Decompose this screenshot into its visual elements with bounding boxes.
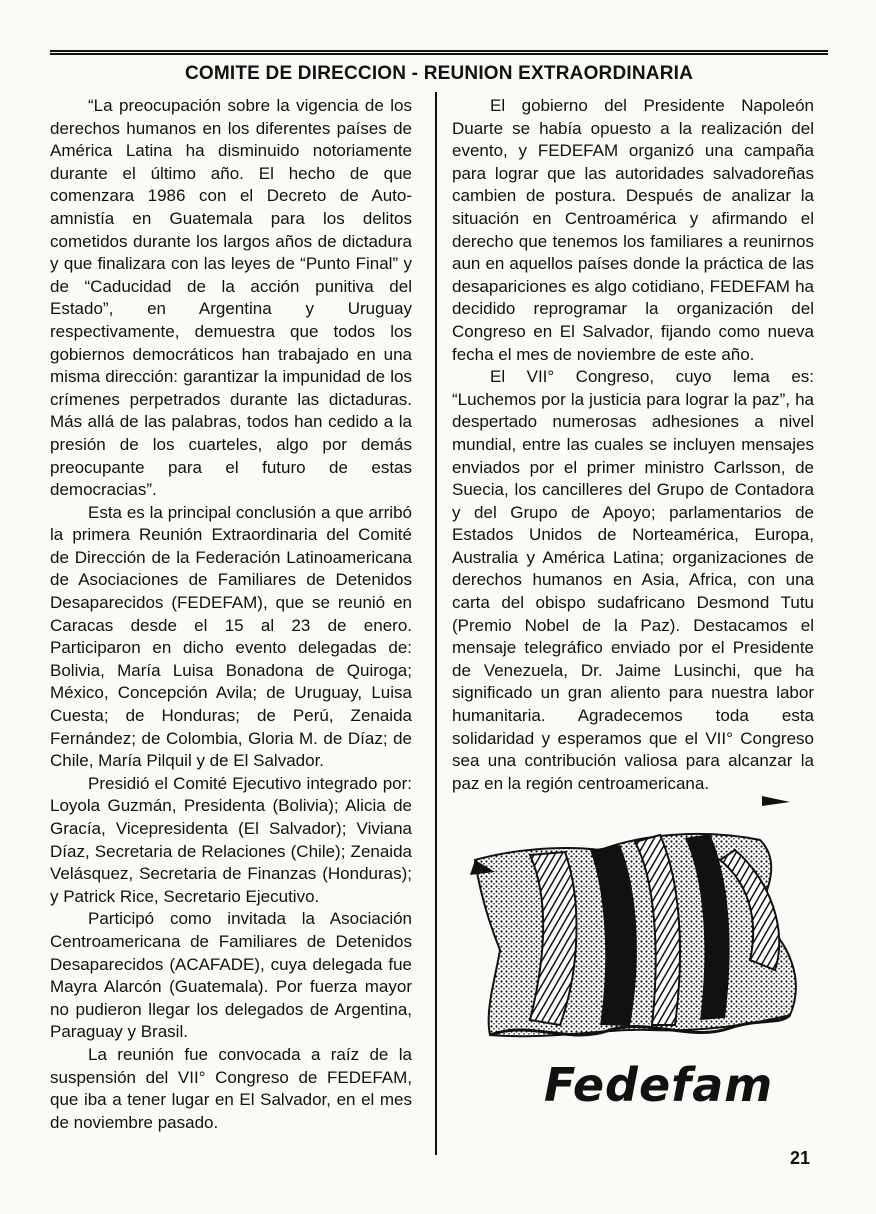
paragraph: Presidió el Comité Ejecutivo integrado por: Loyola Guzmán, Presidenta (Bolivia); Alicia de Gracía, Vicepresidenta (El Salvador); Viviana Díaz, Secretaria de Relaciones (Chile); Zenaida Velásquez, Secretaria de Finanzas (Honduras); y Patrick Rice, Secretario Ejecutivo.: [50, 773, 412, 906]
right-column: [452, 95, 814, 795]
arrow-icon: [762, 796, 790, 806]
dove-logo-icon: [470, 820, 808, 1050]
left-column: [50, 95, 412, 1134]
column-divider: [435, 92, 437, 1155]
paragraph: Esta es la principal conclusión a que arribó la primera Reunión Extraordinaria del Comité de Dirección de la Federación Latinoamericana de Asociaciones de Familiares de Detenidos Desaparecidos (FEDEFAM), que se reunió en Caracas desde el 15 al 23 de enero. Participaron en dicho evento delegadas de: Bolivia, María Luisa Bonadona de Quiroga; México, Concepción Avila; de Uruguay, Luisa Cuesta; de Honduras; de Perú, Zenaida Fernández; de Colombia, Gloria M. de Díaz; de Chile, María Pilquil y de El Salvador.: [50, 502, 412, 771]
article-title: COMITE DE DIRECCION - REUNION EXTRAORDINARIA: [184, 63, 694, 84]
paragraph: “La preocupación sobre la vigencia de los derechos humanos en los diferentes países de América Latina ha disminuido notoriamente durante el último año. El hecho de que comenzara 1986 con el Decreto de Auto-amnistía en Guatemala para los delitos cometidos durante los largos años de dictadura y que finalizara con las leyes de “Punto Final” y de “Caducidad de la acción punitiva del Estado”, en Argentina y Uruguay respectivamente, demuestra que todos los gobiernos democráticos han trabajado en una misma dirección: garantizar la impunidad de los crímenes perpetrados durante las dictaduras. Más allá de las palabras, todos han cedido a la presión de los cuarteles, algo por demás preocupante para el futuro de estas democracias”.: [50, 96, 412, 500]
header-rule: [50, 50, 828, 55]
fedefam-wordmark: Fedefam: [544, 1058, 774, 1112]
page-number: 21: [789, 1148, 810, 1168]
paragraph: La reunión fue convocada a raíz de la suspensión del VII° Congreso de FEDEFAM, que iba a tener lugar en El Salvador, en el mes de noviembre pasado.: [50, 1044, 412, 1132]
paragraph: El gobierno del Presidente Napoleón Duarte se había opuesto a la realización del evento, y FEDEFAM organizó una campaña para lograr que las autoridades salvadoreñas cambien de postura. Después de analizar la situación en Centroamérica y afirmando el derecho que tenemos los familiares a reunirnos aun en aquellos países donde la práctica de las desapariciones es algo cotidiano, FEDEFAM ha decidido reprogramar la organización del Congreso en El Salvador, fijando como nueva fecha el mes de noviembre de este año.: [452, 96, 814, 364]
paragraph: Participó como invitada la Asociación Centroamericana de Familiares de Detenidos Desaparecidos (ACAFADE), cuya delegada fue Mayra Alarcón (Guatemala). Por fuerza mayor no pudieron llegar los delegados de Argentina, Paraguay y Brasil.: [50, 909, 412, 1042]
paragraph: El VII° Congreso, cuyo lema es: “Luchemos por la justicia para lograr la paz”, ha despertado numerosas adhesiones a nivel mundial, entre las cuales se incluyen mensajes enviados por el primer ministro Carlsson, de Suecia, los cancilleres del Grupo de Contadora y del Grupo de Apoyo; parlamentarios de Estados Unidos de Norteamérica, Europa, Australia y América Latina; organizaciones de derechos humanos en Asia, Africa, con una carta del obispo sudafricano Desmond Tutu (Premio Nobel de la Paz). Destacamos el mensaje telegráfico enviado por el Presidente de Venezuela, Dr. Jaime Lusinchi, que ha significado un gran aliento para nuestra labor humanitaria. Agradecemos toda esta solidaridad y esperamos que el VII° Congreso sea una contribución valiosa para alcanzar la paz en la región centroamericana.: [452, 367, 814, 793]
